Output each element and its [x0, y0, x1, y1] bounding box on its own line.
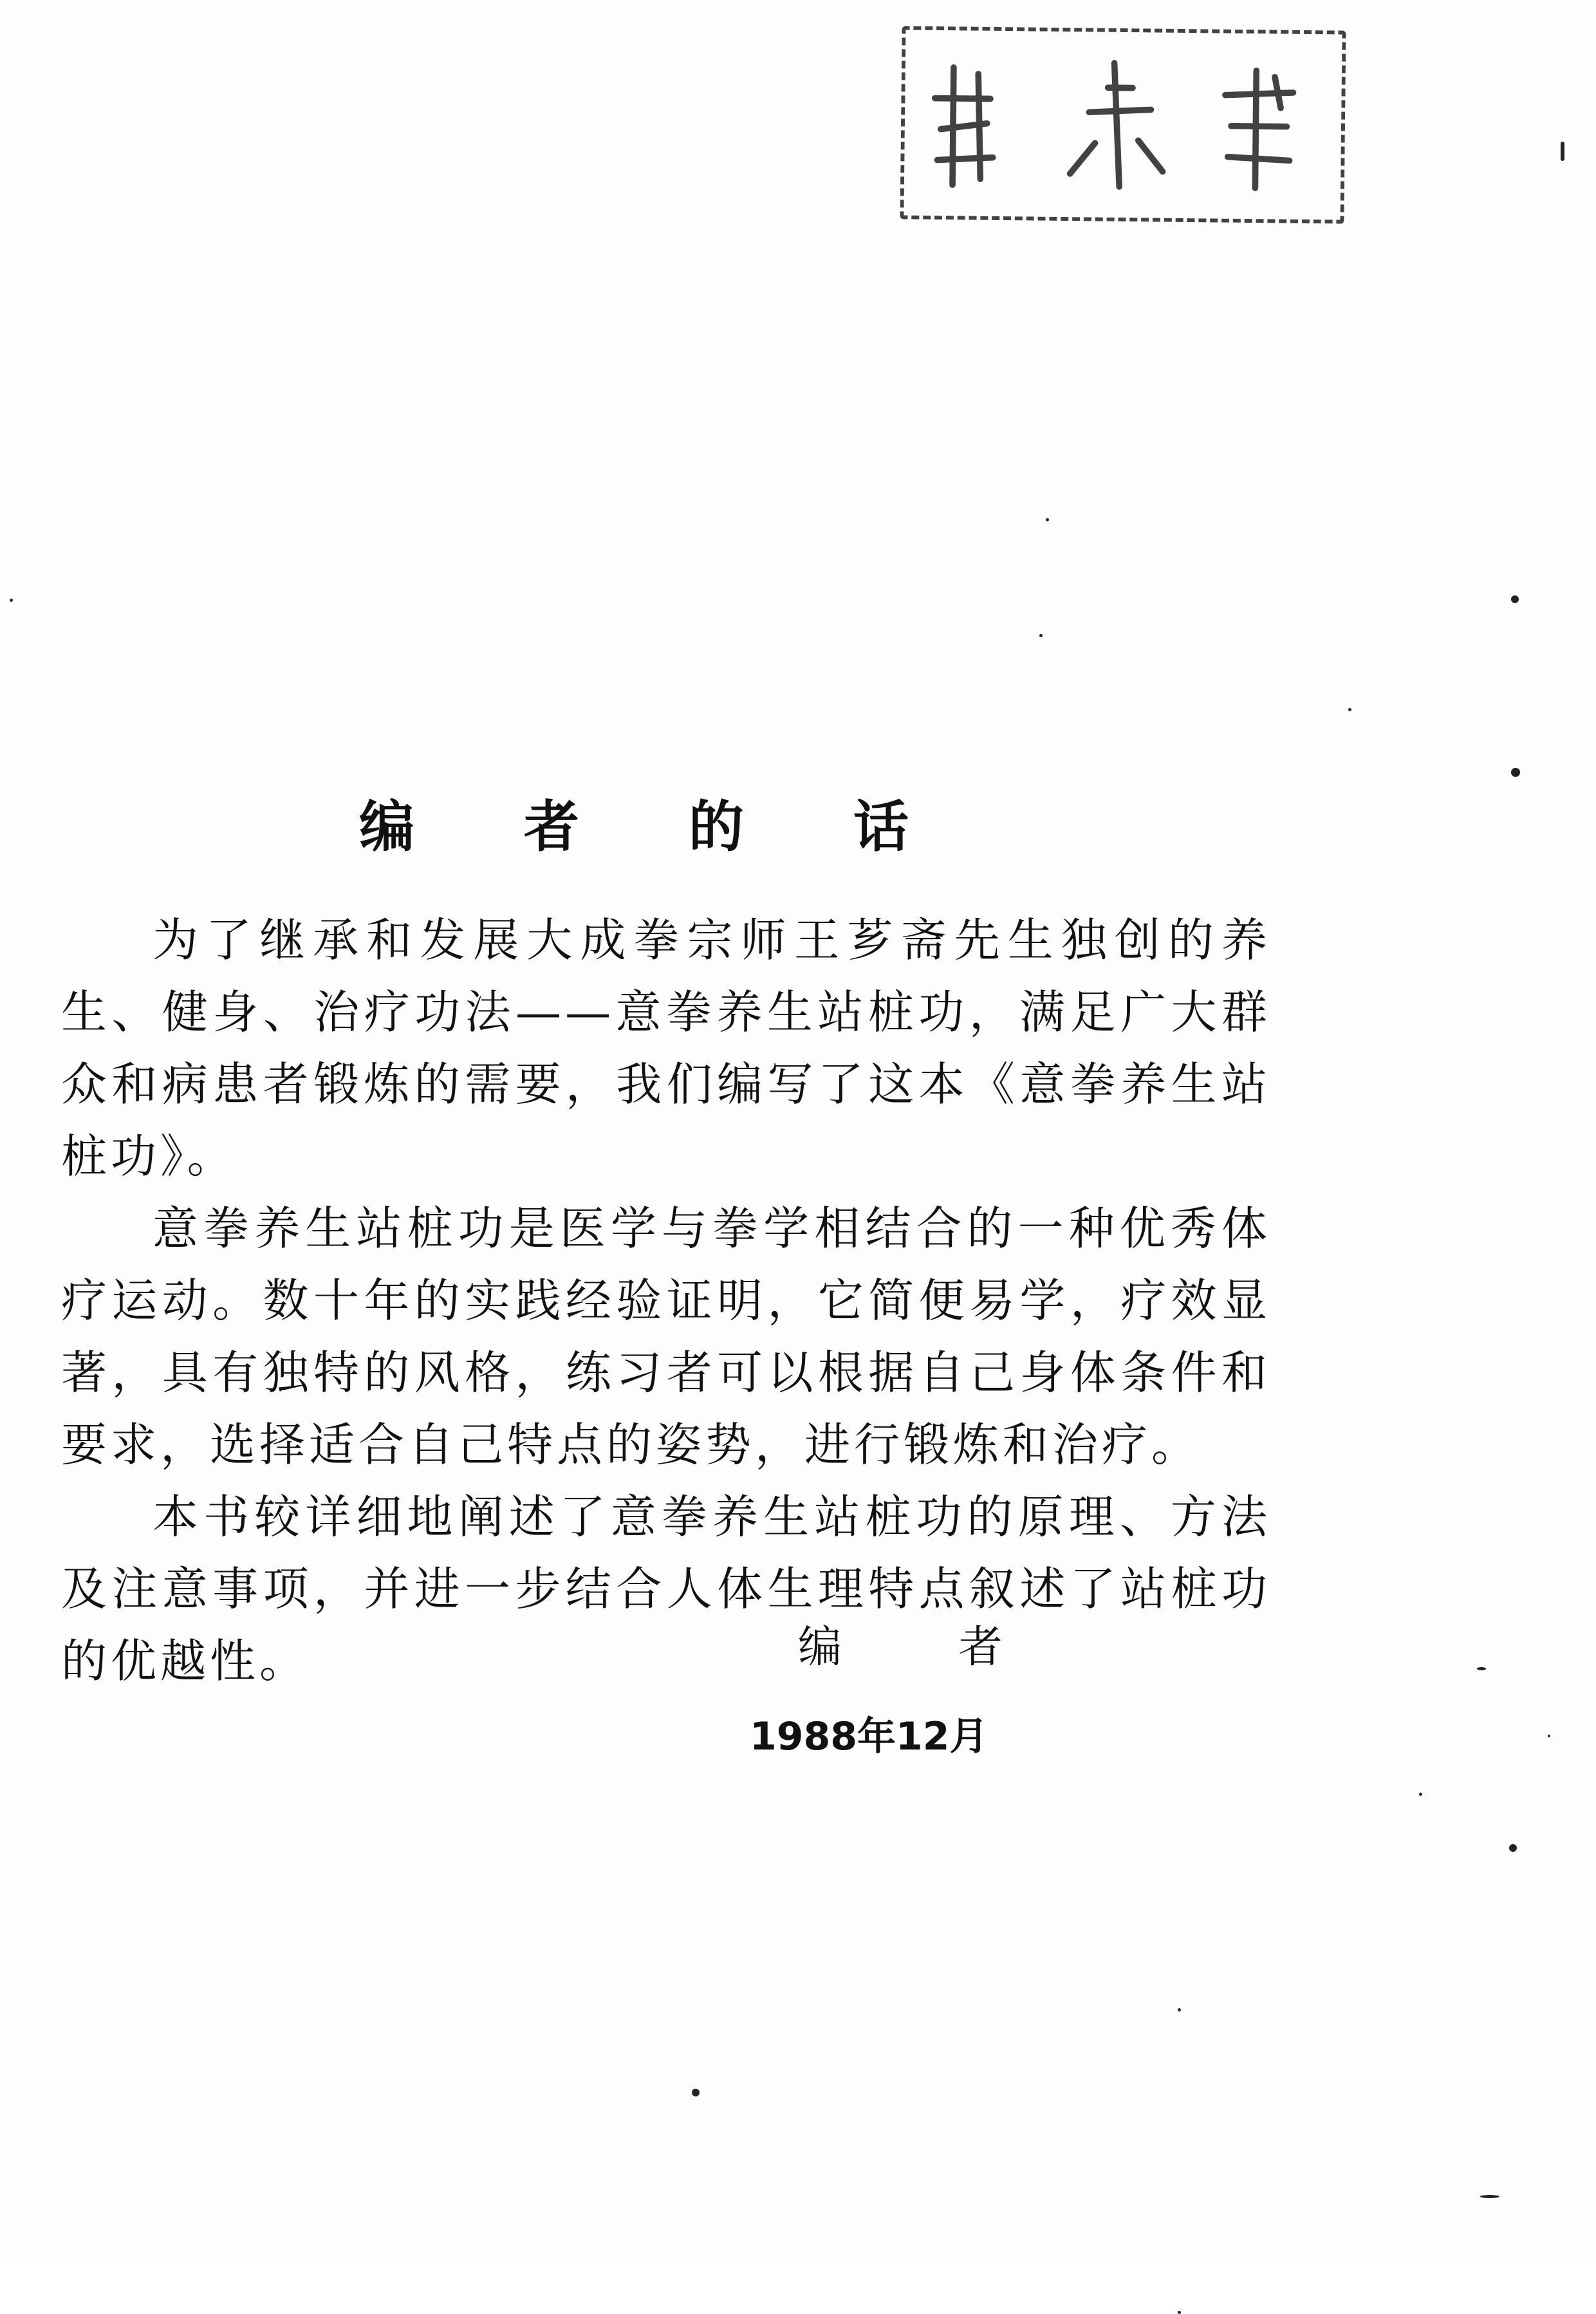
scan-speck — [1178, 2008, 1181, 2011]
scan-speck — [1039, 634, 1043, 637]
scan-speck — [10, 599, 13, 602]
scan-speck — [1561, 142, 1564, 161]
scan-speck — [1548, 1735, 1550, 1737]
page-title: 编 者 的 话 — [359, 795, 954, 859]
scan-speck — [1511, 768, 1520, 777]
library-stamp — [900, 26, 1346, 223]
scan-speck — [1178, 2311, 1181, 2314]
stamp-seal-graphic — [904, 30, 1342, 219]
paragraph-3: 本书较详细地阐述了意拳养生站桩功的原理、方法及注意事项，并进一步结合人体生理特点叙述了站桩功的优越性。 — [61, 1490, 1271, 1688]
paragraph-2: 意拳养生站桩功是医学与拳学相结合的一种优秀体疗运动。数十年的实践经验证明，它简便易学，疗效显著，具有独特的风格，练习者可以根据自己身体条件和要求，选择适合自己特点的姿势，进行锻炼和治疗。 — [61, 1202, 1271, 1471]
preface-body — [61, 904, 1271, 1697]
editor-signature: 编 者 — [798, 1622, 1054, 1673]
scan-speck — [1511, 595, 1519, 603]
scan-speck — [1477, 1667, 1486, 1670]
scan-speck — [1509, 1844, 1517, 1852]
paragraph-1: 为了继承和发展大成拳宗师王芗斋先生独创的养生、健身、治疗功法——意拳养生站桩功，满足广大群众和病患者锻炼的需要，我们编写了这本《意拳养生站桩功》。 — [61, 913, 1271, 1183]
scan-speck — [1046, 518, 1049, 521]
scan-speck — [692, 2089, 700, 2096]
scan-speck — [1419, 1793, 1422, 1796]
publication-date: 1988年12月 — [750, 1714, 988, 1759]
scan-speck — [1348, 708, 1351, 711]
scan-speck — [1480, 2195, 1499, 2198]
